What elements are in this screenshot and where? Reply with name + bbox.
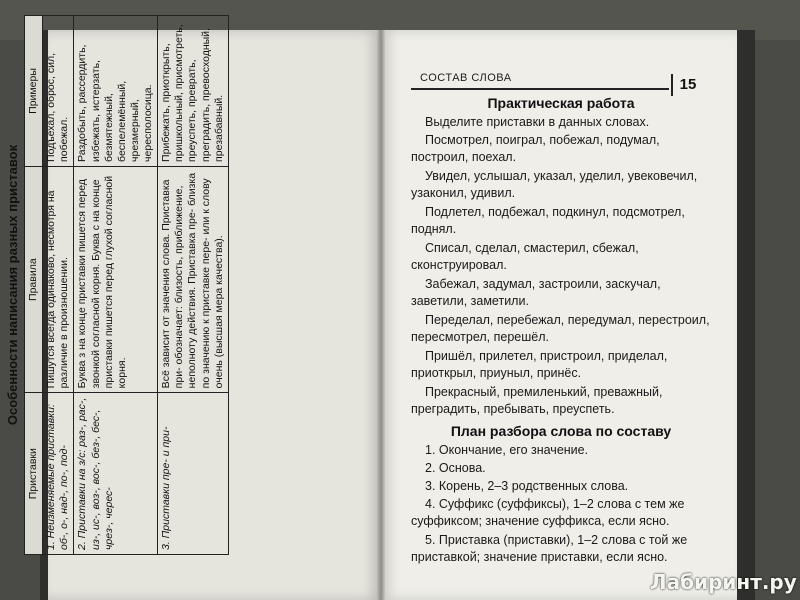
table-cell: Прибежать, приоткрыть, пришкольный, присмотреть, преуспеть, преврать, преградить, превосходный, презабавный. <box>158 16 229 167</box>
table-cell: 2. Приставки на з/с: раз-, рас-, из-, ис-, воз-, вос-, без-, бес-, чрез-, черес- <box>74 393 158 555</box>
plan-item: 5. Приставка (приставки), 1–2 слова с той же приставкой; значение приставки, если ясно. <box>411 533 688 564</box>
plan-item: 1. Окончание, его значение. <box>425 443 589 457</box>
prefix-rules-table-block <box>5 15 255 555</box>
table-cell: Пишутся всегда одинаково, несмотря на различие в произношении. <box>43 166 74 392</box>
page-number: 15 <box>671 74 703 96</box>
table-cell: Буква з на конце приставки пишется перед звонкой согласной корня. Буква с на конце приставки пишется перед глухой согласной корня. <box>74 166 158 392</box>
exercise-line: Подлетел, подбежал, подкинул, подсмотрел, поднял. <box>411 205 685 236</box>
exercise-line: Списал, сделал, смастерил, сбежал, сконструировал. <box>411 241 639 272</box>
exercise-line: Забежал, задумал, застроили, заскучал, заветили, заметили. <box>411 277 661 308</box>
header-rule <box>411 88 669 90</box>
task-instruction: Выделите приставки в данных словах. <box>425 115 650 129</box>
table-cell: Подъехал, оброс, сил, побежал. <box>43 16 74 167</box>
table-header-row <box>25 16 43 555</box>
book-spine <box>377 30 385 600</box>
table-cell: Всё зависит от значения слова. Приставка при- обозначает: близость, приближение, неполноту действия. Приставка пре- близка по значению к приставке пере- или к слову очень (высшая мера качества). <box>158 166 229 392</box>
exercise-line: Пришёл, прилетел, пристроил, приделал, приоткрыл, приуныл, принёс. <box>411 349 668 380</box>
table-cell: 1. Неизменяемые приставки: об-, о-, над-, по-, под- <box>43 393 74 555</box>
prefix-rules-table <box>24 15 229 555</box>
plan-item: 2. Основа. <box>425 461 486 475</box>
table-row <box>74 16 158 555</box>
table-cell: 3. Приставки пре- и при- <box>158 393 229 555</box>
plan-item: 3. Корень, 2–3 родственных слова. <box>425 479 629 493</box>
table-header-rules: Правила <box>25 166 43 392</box>
watermark-logo: Лабиринт.ру <box>650 570 797 594</box>
table-cell: Раздобыть, рассердить, избежать, истерзать, безмятежный, беспелемённый, чрезмерный, чересполосица. <box>74 16 158 167</box>
table-header-prefixes: Приставки <box>25 393 43 555</box>
exercise-line: Переделал, перебежал, передумал, перестроил, пересмотрел, перешёл. <box>411 313 710 344</box>
plan-item: 4. Суффикс (суффиксы), 1–2 слова с тем же суффиксом; значение суффикса, если ясно. <box>411 497 685 528</box>
exercise-line: Посмотрел, поиграл, побежал, подумал, построил, поехал. <box>411 133 660 164</box>
section-title: СОСТАВ СЛОВА <box>420 72 512 84</box>
table-header-examples: Примеры <box>25 16 43 167</box>
practical-work-heading: Практическая работа <box>487 95 635 111</box>
exercise-line: Прекрасный, премиленький, преважный, преградить, пребывать, преуспеть. <box>411 385 663 416</box>
table-row <box>158 16 229 555</box>
exercise-line: Увидел, услышал, указал, уделил, увековечил, узаконил, удивил. <box>411 169 698 200</box>
table-row <box>43 16 74 555</box>
plan-heading: План разбора слова по составу <box>450 423 672 439</box>
table-title: Особенности написания разных приставок <box>5 144 20 426</box>
